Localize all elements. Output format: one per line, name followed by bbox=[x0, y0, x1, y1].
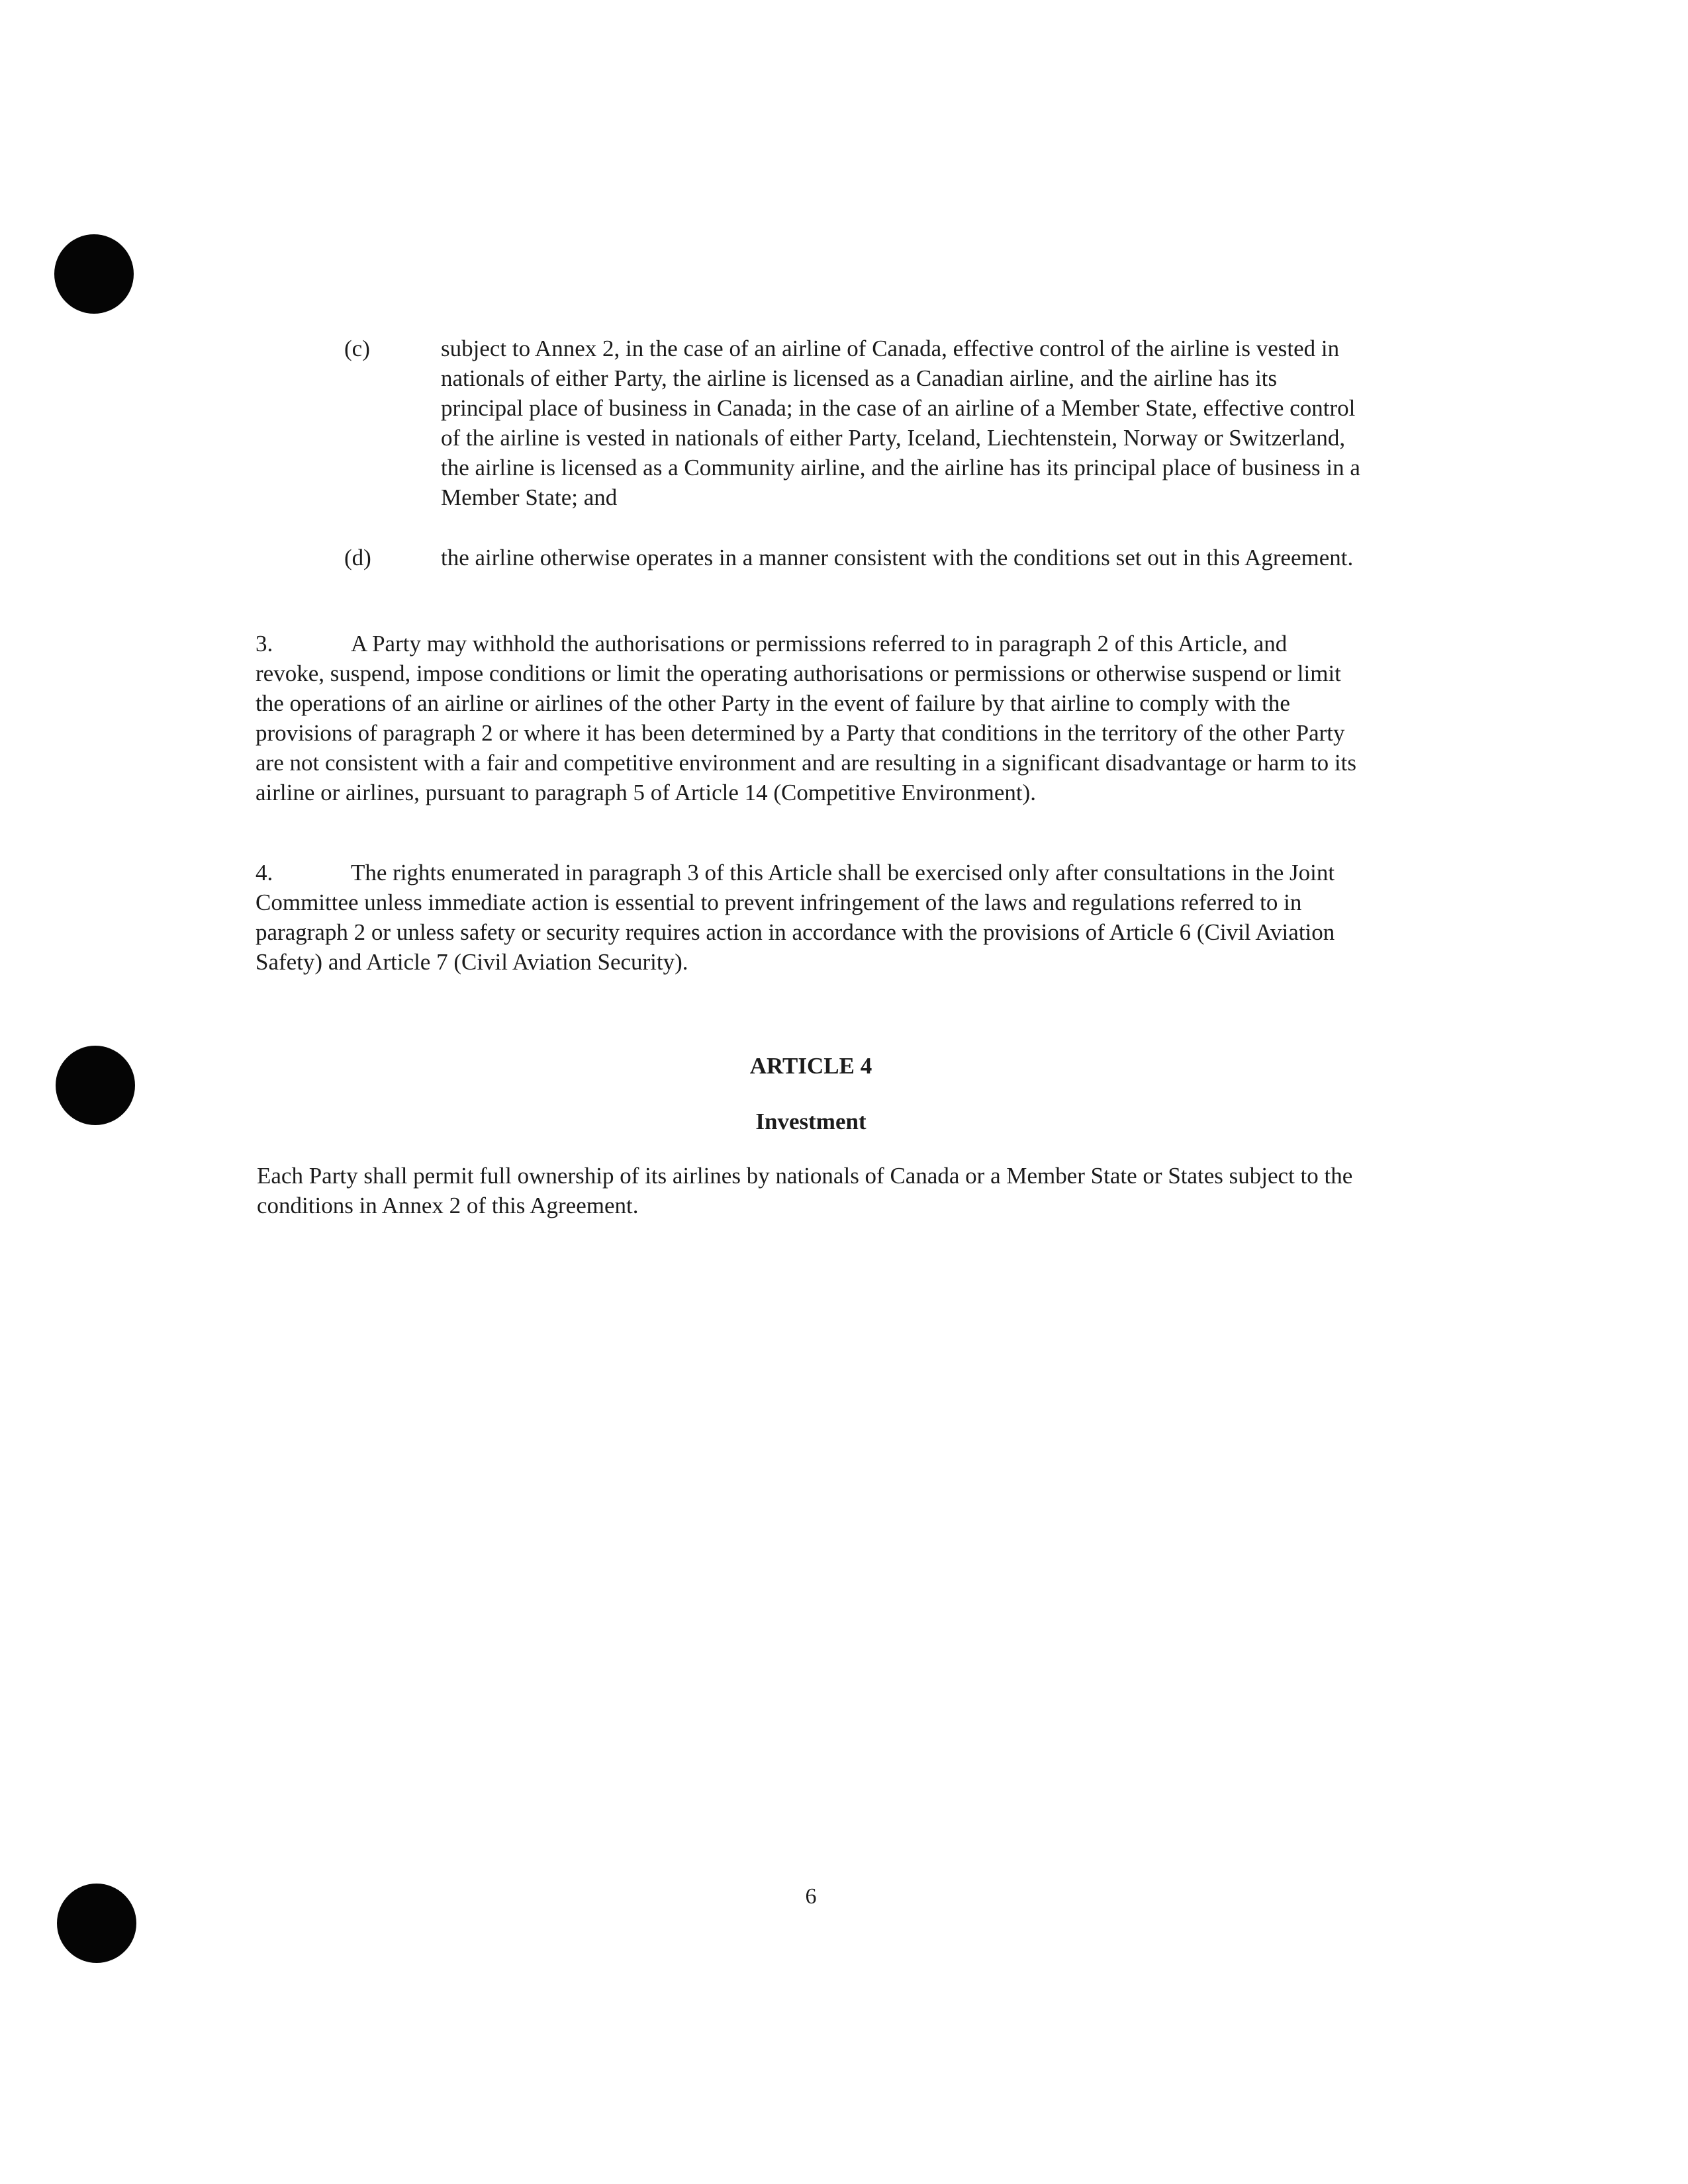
article-title: ARTICLE 4 bbox=[749, 1053, 872, 1079]
sub-item-d-marker: (d) bbox=[344, 545, 371, 570]
article-body-text: Each Party shall permit full ownership of its airlines by nationals of Canada or a Member State or States subject to the conditions in Annex 2 of this Agreement. bbox=[257, 1163, 1353, 1218]
paragraph-3 bbox=[256, 629, 1361, 807]
sub-item-d bbox=[311, 543, 1370, 572]
sub-item-c bbox=[311, 334, 1370, 512]
paragraph-4 bbox=[256, 858, 1361, 977]
page-number: 6 bbox=[805, 1884, 817, 1909]
paragraph-4-number: 4. bbox=[256, 860, 273, 886]
sub-item-c-text: subject to Annex 2, in the case of an airline of Canada, effective control of the airline is vested in nationals of either Party, the airline is licensed as a Canadian airline, and the airline has its principal place of business in Canada; in the case of an airline of a Member State, effective control of the airline is vested in nationals of either Party, Iceland, Liechtenstein, Norway or Switzerland, the airline is licensed as a Community airline, and the airline has its principal place of business in a Member State; and bbox=[441, 336, 1360, 510]
paragraph-4-text: The rights enumerated in paragraph 3 of this Article shall be exercised only after consultations in the Joint Committee unless immediate action is essential to prevent infringement of the laws and regulations referred to in paragraph 2 or unless safety or security requires action in accordance with the provisions of Article 6 (Civil Aviation Safety) and Article 7 (Civil Aviation Security). bbox=[256, 860, 1335, 975]
sub-item-d-text: the airline otherwise operates in a manner consistent with the conditions set out in this Agreement. bbox=[441, 545, 1354, 570]
paragraph-3-text: A Party may withhold the authorisations or permissions referred to in paragraph 2 of this Article, and revoke, suspend, impose conditions or limit the operating authorisations or permissions or otherwise suspend or limit the operations of an airline or airlines of the other Party in the event of failure by that airline to comply with the provisions of paragraph 2 or where it has been determined by a Party that conditions in the territory of the other Party are not consistent with a fair and competitive environment and are resulting in a significant disadvantage or harm to its airline or airlines, pursuant to paragraph 5 of Article 14 (Competitive Environment). bbox=[256, 631, 1356, 805]
sub-item-c-marker: (c) bbox=[344, 336, 370, 361]
punch-hole-top bbox=[54, 234, 134, 314]
paragraph-3-number: 3. bbox=[256, 631, 273, 657]
article-subtitle: Investment bbox=[755, 1109, 867, 1134]
